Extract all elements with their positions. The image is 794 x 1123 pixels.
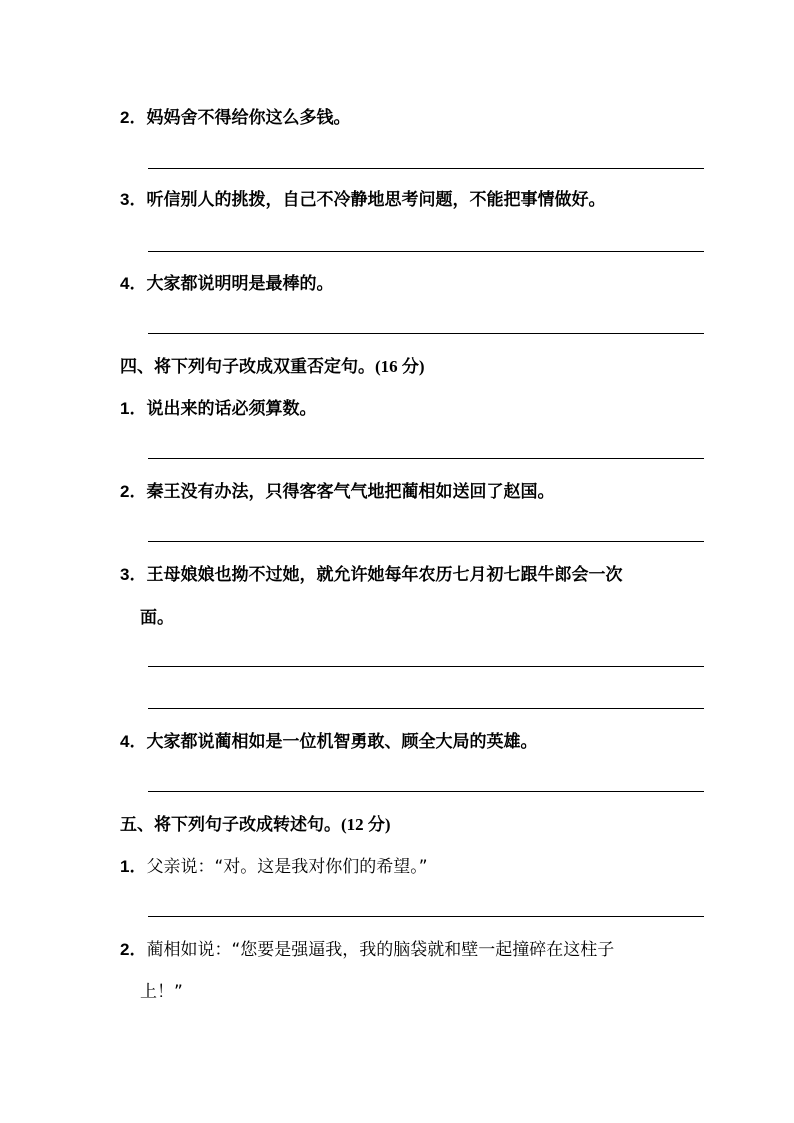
section-5-heading bbox=[120, 813, 391, 837]
section-title: 四、将下列句子改成双重否定句。 bbox=[120, 357, 375, 377]
question-text: 王母娘娘也拗不过她，就允许她每年农历七月初七跟牛郎会一次 bbox=[146, 565, 623, 585]
question-number: 1． bbox=[120, 857, 147, 876]
question-number: 2． bbox=[120, 940, 147, 959]
answer-line[interactable] bbox=[148, 708, 704, 709]
question-text: 秦王没有办法，只得客客气气地把蔺相如送回了赵国。 bbox=[146, 482, 555, 502]
section-title: 五、将下列句子改成转述句。 bbox=[120, 815, 341, 835]
answer-line[interactable] bbox=[148, 251, 704, 252]
question-4-3 bbox=[120, 563, 622, 587]
question-text: 蔺相如说：“您要是强逼我，我的脑袋就和壁一起撞碎在这柱子 bbox=[146, 940, 615, 960]
question-4-4 bbox=[120, 730, 537, 754]
question-number: 1． bbox=[120, 399, 147, 418]
section-points: (12 分) bbox=[341, 815, 391, 834]
question-5-1 bbox=[120, 855, 428, 879]
answer-line[interactable] bbox=[148, 541, 704, 542]
question-text: 大家都说明明是最棒的。 bbox=[146, 274, 334, 294]
question-4-1 bbox=[120, 397, 316, 421]
question-5-2-continued: 上！” bbox=[140, 982, 183, 1002]
section-4-heading bbox=[120, 355, 425, 379]
question-number: 2． bbox=[120, 108, 147, 127]
answer-line[interactable] bbox=[148, 168, 704, 169]
question-number: 4． bbox=[120, 274, 147, 293]
answer-line[interactable] bbox=[148, 458, 704, 459]
question-number: 2． bbox=[120, 482, 147, 501]
section-points: (16 分) bbox=[375, 357, 425, 376]
question-text: 说出来的话必须算数。 bbox=[146, 399, 317, 419]
answer-line[interactable] bbox=[148, 916, 704, 917]
question-4-3-continued: 面。 bbox=[140, 608, 174, 628]
answer-line[interactable] bbox=[148, 791, 704, 792]
question-4-2 bbox=[120, 480, 554, 504]
question-text: 大家都说蔺相如是一位机智勇敢、顾全大局的英雄。 bbox=[146, 732, 538, 752]
question-text: 父亲说：“对。这是我对你们的希望。” bbox=[146, 857, 428, 877]
answer-line[interactable] bbox=[148, 666, 704, 667]
question-text: 妈妈舍不得给你这么多钱。 bbox=[146, 108, 351, 128]
question-text: 听信别人的挑拨，自己不冷静地思考问题，不能把事情做好。 bbox=[146, 190, 606, 210]
answer-line[interactable] bbox=[148, 333, 704, 334]
question-number: 3． bbox=[120, 190, 147, 209]
question-3-3 bbox=[120, 188, 605, 212]
question-5-2 bbox=[120, 938, 614, 962]
question-3-4 bbox=[120, 272, 333, 296]
question-3-2 bbox=[120, 106, 350, 130]
question-number: 3． bbox=[120, 565, 147, 584]
question-number: 4． bbox=[120, 732, 147, 751]
